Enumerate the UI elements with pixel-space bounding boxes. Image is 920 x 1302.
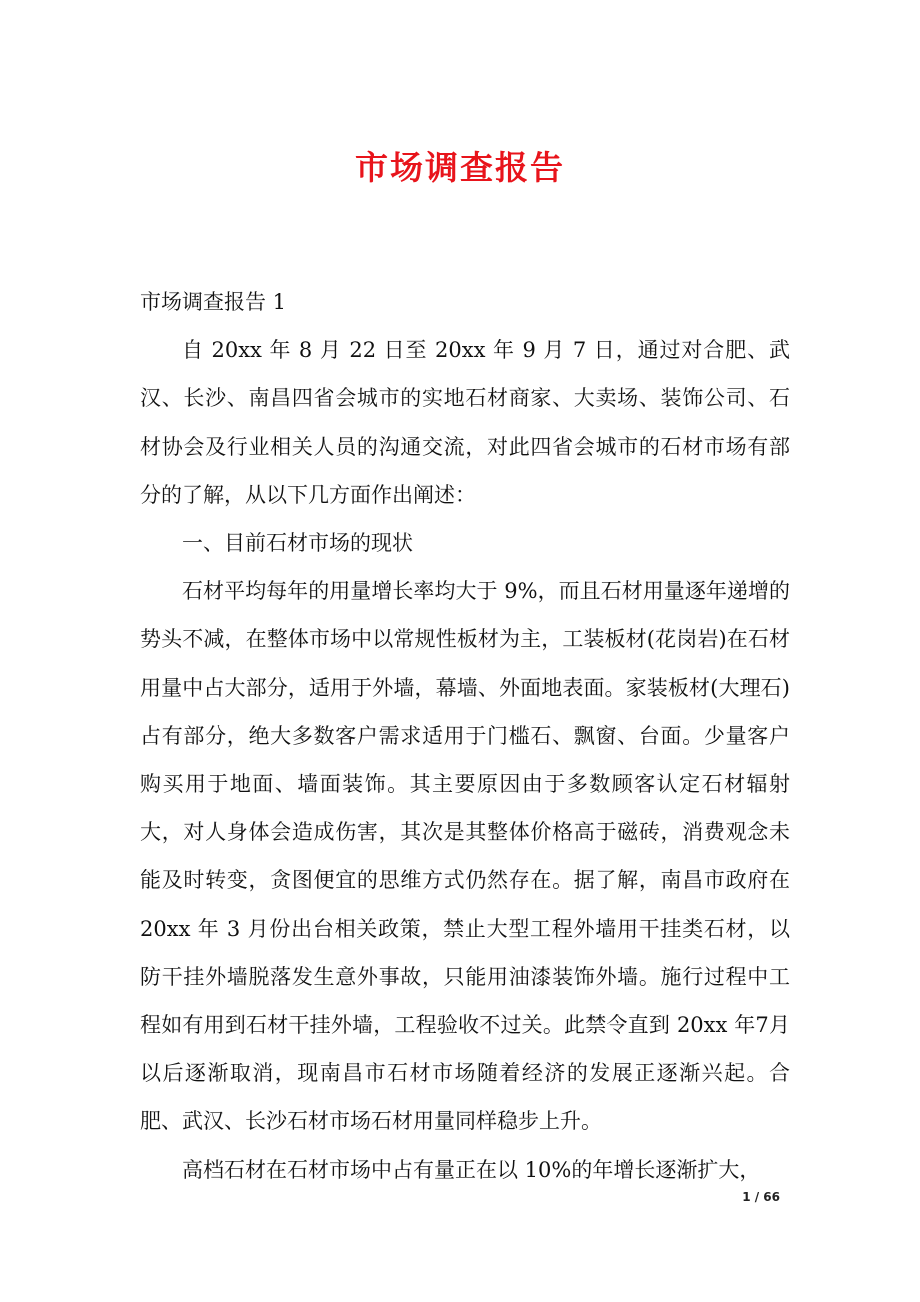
document-title: 市场调查报告 [355,148,565,187]
paragraph-intro: 自 20xx 年 8 月 22 日至 20xx 年 9 月 7 日，通过对合肥、武汉、长沙、南昌四省会城市的实地石材商家、大卖场、装饰公司、石材协会及行业相关人员的沟通交流，对此四省会城市的石材市场有部分的了解，从以下几方面作出阐述： [140,338,790,507]
section-heading: 市场调查报告 1 [140,290,287,314]
page-number: 1 / 66 [742,1190,780,1204]
subheading-current-status: 一、目前石材市场的现状 [182,531,413,556]
paragraph-market-status: 石材平均每年的用量增长率均大于 9%，而且石材用量逐年递增的势头不减，在整体市场中以常规性板材为主，工装板材(花岗岩)在石材用量中占大部分，适用于外墙，幕墙、外面地表面。家装板材(大理石)占有部分，绝大多数客户需求适用于门槛石、飘窗、台面。少量客户购买用于地面、墙面装饰。其主要原因由于多数顾客认定石材辐射大，对人身体会造成伤害，其次是其整体价格高于磁砖，消费观念未能及时转变，贪图便宜的思维方式仍然存在。据了解，南昌市政府在 20xx 年 3 月份出台相关政策，禁止大型工程外墙用干挂类石材，以防干挂外墙脱落发生意外事故，只能用油漆装饰外墙。施行过程中工程如有用到石材干挂外墙，工程验收不过关。此禁令直到 20xx 年7月以后逐渐取消，现南昌市石材市场随着经济的发展正逐渐兴起。合肥、武汉、长沙石材市场石材用量同样稳步上升。 [140,579,790,1134]
document-body [140,278,790,1194]
paragraph-high-end-stone: 高档石材在石材市场中占有量正在以 10%的年增长逐渐扩大， [182,1157,761,1182]
